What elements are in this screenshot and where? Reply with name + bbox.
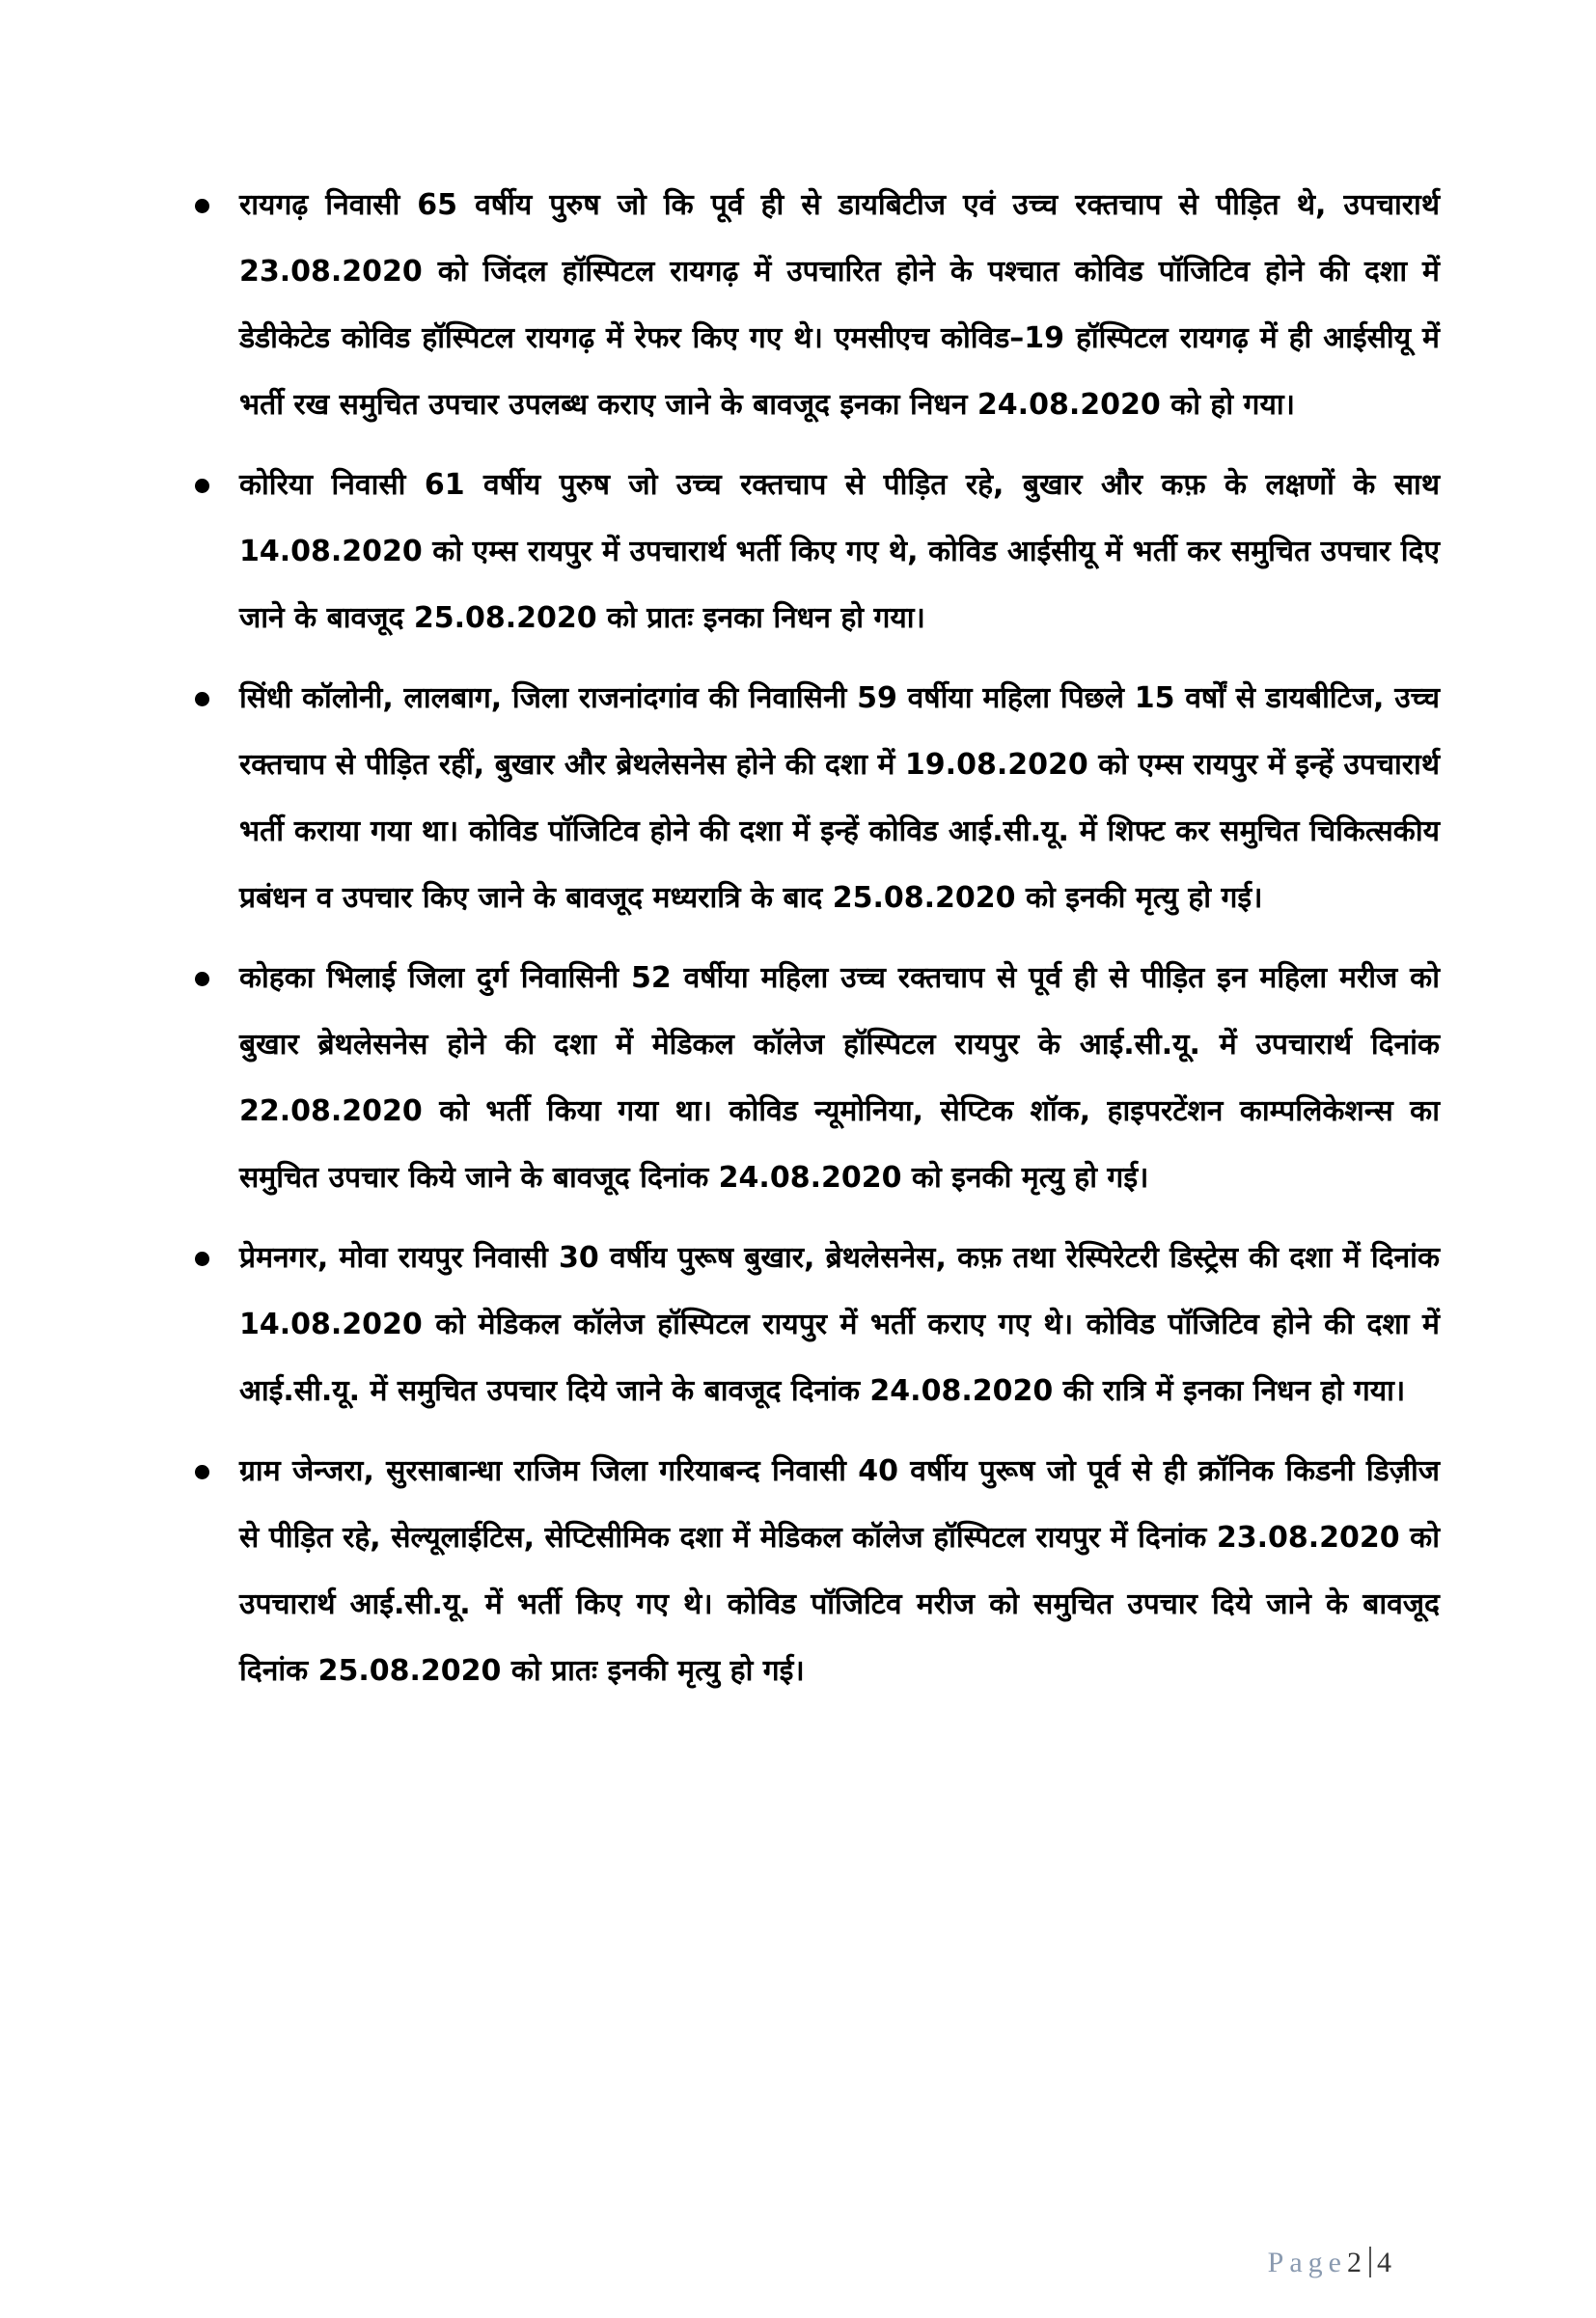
bullet-icon: [195, 692, 209, 706]
bullet-list: [193, 172, 1440, 1718]
list-item: [193, 172, 1440, 438]
list-item: [193, 452, 1440, 651]
bullet-icon: [195, 1465, 209, 1479]
bullet-text: ग्राम जेन्जरा, सुरसाबान्धा राजिम जिला गरियाबन्द निवासी 40 वर्षीय पुरूष जो पूर्व से ही क्रॉनिक किडनी डिज़ीज से पीड़ित रहे, सेल्यूलाईटिस, सेप्टिसीमिक दशा में मेडिकल कॉलेज हॉस्पिटल रायपुर में दिनांक 23.08.2020 को उपचारार्थ आई.सी.यू. में भर्ती किए गए थे। कोविड पॉजिटिव मरीज को समुचित उपचार दिये जाने के बावजूद दिनांक 25.08.2020 को प्रातः इनकी मृत्यु हो गई।: [239, 1454, 1440, 1688]
current-page-number: 2: [1347, 2247, 1362, 2278]
total-page-number: 4: [1377, 2247, 1391, 2278]
list-item: [193, 665, 1440, 931]
list-item: [193, 1438, 1440, 1704]
page-label: Page: [1267, 2247, 1347, 2278]
bullet-text: कोहका भिलाई जिला दुर्ग निवासिनी 52 वर्षीया महिला उच्च रक्तचाप से पूर्व ही से पीड़ित इन महिला मरीज को बुखार ब्रेथलेसनेस होने की दशा में मेडिकल कॉलेज हॉस्पिटल रायपुर के आई.सी.यू. में उपचारार्थ दिनांक 22.08.2020 को भर्ती किया गया था। कोविड न्यूमोनिया, सेप्टिक शॉक, हाइपरटेंशन काम्पलिकेशन्स का समुचित उपचार किये जाने के बावजूद दिनांक 24.08.2020 को इनकी मृत्यु हो गई।: [239, 961, 1440, 1195]
bullet-text: रायगढ़ निवासी 65 वर्षीय पुरुष जो कि पूर्व ही से डायबिटीज एवं उच्च रक्तचाप से पीड़ित थे, उपचारार्थ 23.08.2020 को जिंदल हॉस्पिटल रायगढ़ में उपचारित होने के पश्चात कोविड पॉजिटिव होने की दशा में डेडीकेटेड कोविड हॉस्पिटल रायगढ़ में रेफर किए गए थे। एमसीएच कोविड–19 हॉस्पिटल रायगढ़ में ही आईसीयू में भर्ती रख समुचित उपचार उपलब्ध कराए जाने के बावजूद इनका निधन 24.08.2020 को हो गया।: [239, 188, 1440, 422]
bullet-icon: [195, 199, 209, 213]
list-item: [193, 1225, 1440, 1424]
bullet-text: प्रेमनगर, मोवा रायपुर निवासी 30 वर्षीय पुरूष बुखार, ब्रेथलेसनेस, कफ़ तथा रेस्पिरेटरी डिस्ट्रेस की दशा में दिनांक 14.08.2020 को मेडिकल कॉलेज हॉस्पिटल रायपुर में भर्ती कराए गए थे। कोविड पॉजिटिव होने की दशा में आई.सी.यू. में समुचित उपचार दिये जाने के बावजूद दिनांक 24.08.2020 की रात्रि में इनका निधन हो गया।: [239, 1241, 1440, 1408]
bullet-text: सिंधी कॉलोनी, लालबाग, जिला राजनांदगांव की निवासिनी 59 वर्षीया महिला पिछले 15 वर्षों से डायबीटिज, उच्च रक्तचाप से पीड़ित रहीं, बुखार और ब्रेथलेसनेस होने की दशा में 19.08.2020 को एम्स रायपुर में इन्हें उपचारार्थ भर्ती कराया गया था। कोविड पॉजिटिव होने की दशा में इन्हें कोविड आई.सी.यू. में शिफ्ट कर समुचित चिकित्सकीय प्रबंधन व उपचार किए जाने के बावजूद मध्यरात्रि के बाद 25.08.2020 को इनकी मृत्यु हो गई।: [239, 681, 1440, 915]
bullet-icon: [195, 479, 209, 493]
bullet-icon: [195, 1252, 209, 1266]
list-item: [193, 945, 1440, 1211]
bullet-text: कोरिया निवासी 61 वर्षीय पुरुष जो उच्च रक्तचाप से पीड़ित रहे, बुखार और कफ़ के लक्षणों के साथ 14.08.2020 को एम्स रायपुर में उपचारार्थ भर्ती किए गए थे, कोविड आईसीयू में भर्ती कर समुचित उपचार दिए जाने के बावजूद 25.08.2020 को प्रातः इनका निधन हो गया।: [239, 468, 1440, 635]
page-footer: [1268, 2247, 1391, 2279]
bullet-icon: [195, 972, 209, 986]
page-separator: [1369, 2247, 1371, 2277]
